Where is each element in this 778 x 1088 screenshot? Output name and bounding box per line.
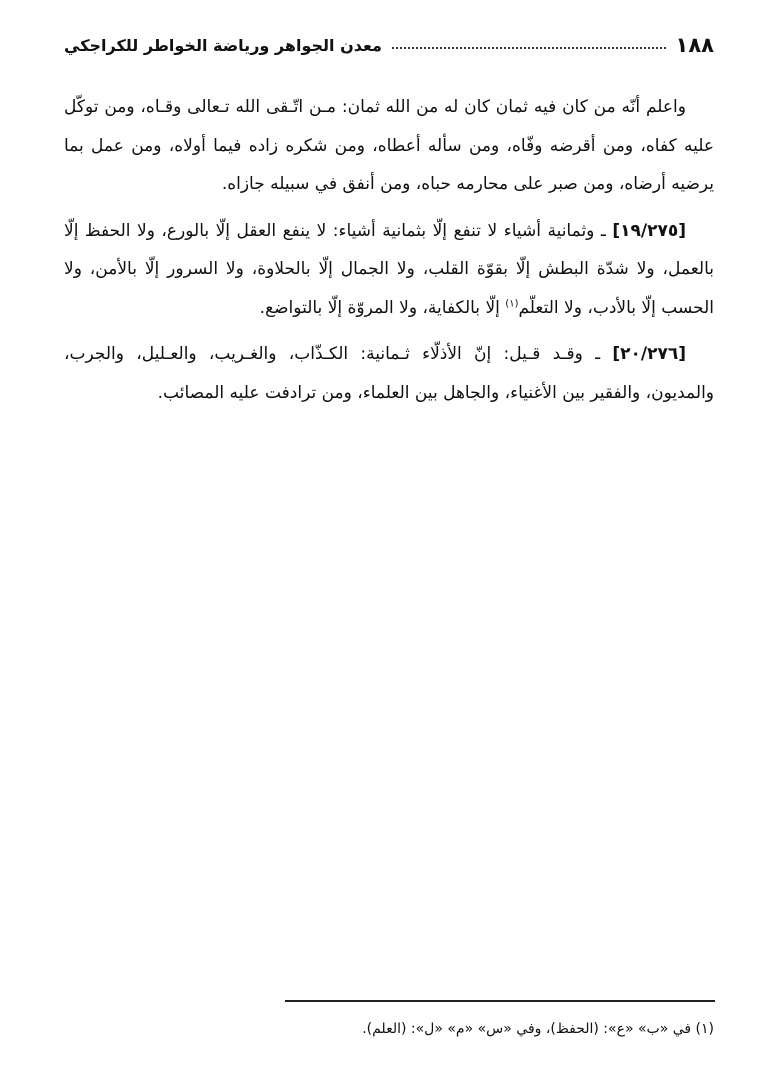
paragraph-1-text: واعلم أنّه من كان فيه ثمان كان له من الله ثمان: مـن اتّـقى الله تـعالى وقـاه، ومن توكّل عليه كفاه، ومن أقرضه وفّاه، ومن سأله أعطاه، ومن شكره زاده فيما أولاه، ومن عمل بما يرضيه أرضاه، ومن صبر على محارمه حباه، ومن أنفق في سبيله جازاه. <box>64 97 714 194</box>
page-header <box>64 30 714 60</box>
paragraph-2 <box>64 212 714 328</box>
footnote <box>64 1018 714 1040</box>
paragraph-2-ref: [١٩/٢٧٥] <box>612 220 686 241</box>
running-title: معدن الجواهر ورياضة الخواطر للكراجكي <box>64 35 382 55</box>
header-dot-leader <box>392 47 666 49</box>
main-text <box>64 88 714 420</box>
paragraph-3-ref: [٢٠/٢٧٦] <box>612 344 686 364</box>
footnote-separator <box>285 1000 715 1002</box>
page-number: ١٨٨ <box>675 33 714 57</box>
paragraph-1 <box>64 88 714 204</box>
footnote-marker: (١) <box>505 297 519 309</box>
paragraph-2-text-a: ـ وثمانية أشياء لا تنفع إلّا بثمانية أشياء: لا ينفع العقل إلّا بالورع، ولا الحفظ إلّا بالعمل، ولا شدّة البطش إلّا بقوّة القلب، ولا الجمال إلّا بالحلاوة، ولا السرور إلّا بالأمن، ولا الحسب إلّا بالأدب، ولا التعلّم <box>64 220 714 318</box>
footnote-text: (١) في «ب» «ع»: (الحفظ)، وفي «س» «م» «ل»: (العلم). <box>362 1021 714 1037</box>
paragraph-3 <box>64 335 714 412</box>
paragraph-2-text-b: إلّا بالكفاية، ولا المروّة إلّا بالتواضع. <box>259 297 506 318</box>
paragraph-3-text: ـ وقـد قـيل: إنّ الأذلّاء ثـمانية: الكـذّاب، والغـريب، والعـليل، والجرب، والمديون، والفقير بين الأغنياء، والجاهل بين العلماء، ومن ترادفت عليه المصائب. <box>64 344 714 403</box>
